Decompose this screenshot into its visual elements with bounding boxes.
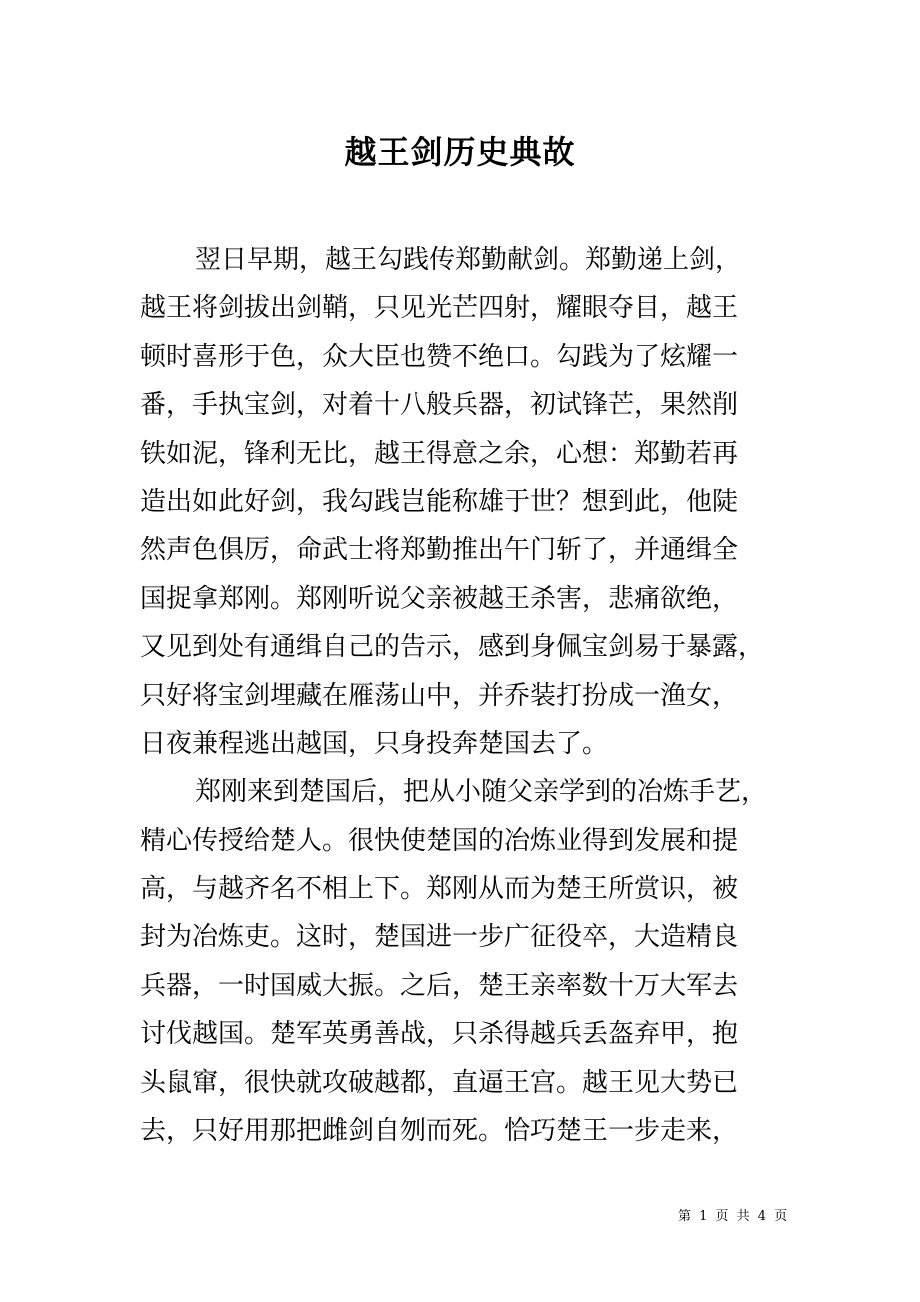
paragraph-1-line: 番，手执宝剑，对着十八般兵器，初试锋芒，果然削 bbox=[140, 390, 739, 421]
paragraph-2-line: 封为冶炼吏。这时，楚国进一步广征役卒，大造精良 bbox=[140, 922, 739, 953]
paragraph-1-line: 只好将宝剑埋藏在雁荡山中，并乔装打扮成一渔女， bbox=[140, 680, 739, 711]
paragraph-2-line: 讨伐越国。楚军英勇善战，只杀得越兵丢盔弃甲，抱 bbox=[140, 1019, 739, 1050]
paragraph-2-line: 高，与越齐名不相上下。郑刚从而为楚王所赏识，被 bbox=[140, 874, 739, 905]
paragraph-1-line: 国捉拿郑刚。郑刚听说父亲被越王杀害，悲痛欲绝， bbox=[140, 583, 739, 614]
paragraph-1-line: 造出如此好剑，我勾践岂能称雄于世？想到此，他陡 bbox=[140, 486, 739, 517]
paragraph-1-line: 铁如泥，锋利无比，越王得意之余，心想：郑勤若再 bbox=[140, 438, 739, 469]
paragraph-2-line: 精心传授给楚人。很快使楚国的冶炼业得到发展和提 bbox=[140, 825, 739, 856]
document-title: 越王剑历史典故 bbox=[344, 133, 576, 171]
paragraph-2-line: 郑刚来到楚国后，把从小随父亲学到的冶炼手艺， bbox=[195, 777, 768, 808]
paragraph-1-line: 顿时喜形于色，众大臣也赞不绝口。勾践为了炫耀一 bbox=[140, 341, 739, 372]
paragraph-1-line: 然声色俱厉，命武士将郑勤推出午门斩了，并通缉全 bbox=[140, 535, 739, 566]
paragraph-2-line: 去，只好用那把雌剑自刎而死。恰巧楚王一步走来， bbox=[140, 1116, 739, 1147]
paragraph-1-line: 又见到处有通缉自己的告示，感到身佩宝剑易于暴露， bbox=[140, 632, 765, 663]
paragraph-1-line: 翌日早期，越王勾践传郑勤献剑。郑勤递上剑， bbox=[195, 245, 742, 275]
page-number-footer: 第 1 页 共 4 页 bbox=[678, 1209, 790, 1224]
document-body bbox=[140, 236, 790, 1155]
paragraph-1-line: 越王将剑拔出剑鞘，只见光芒四射，耀眼夺目，越王 bbox=[140, 293, 739, 324]
paragraph-2-line: 兵器，一时国威大振。之后，楚王亲率数十万大军去 bbox=[140, 970, 739, 1001]
paragraph-1-line: 日夜兼程逃出越国，只身投奔楚国去了。 bbox=[140, 728, 609, 759]
paragraph-2-line: 头鼠窜，很快就攻破越都，直逼王宫。越王见大势已 bbox=[140, 1067, 739, 1098]
